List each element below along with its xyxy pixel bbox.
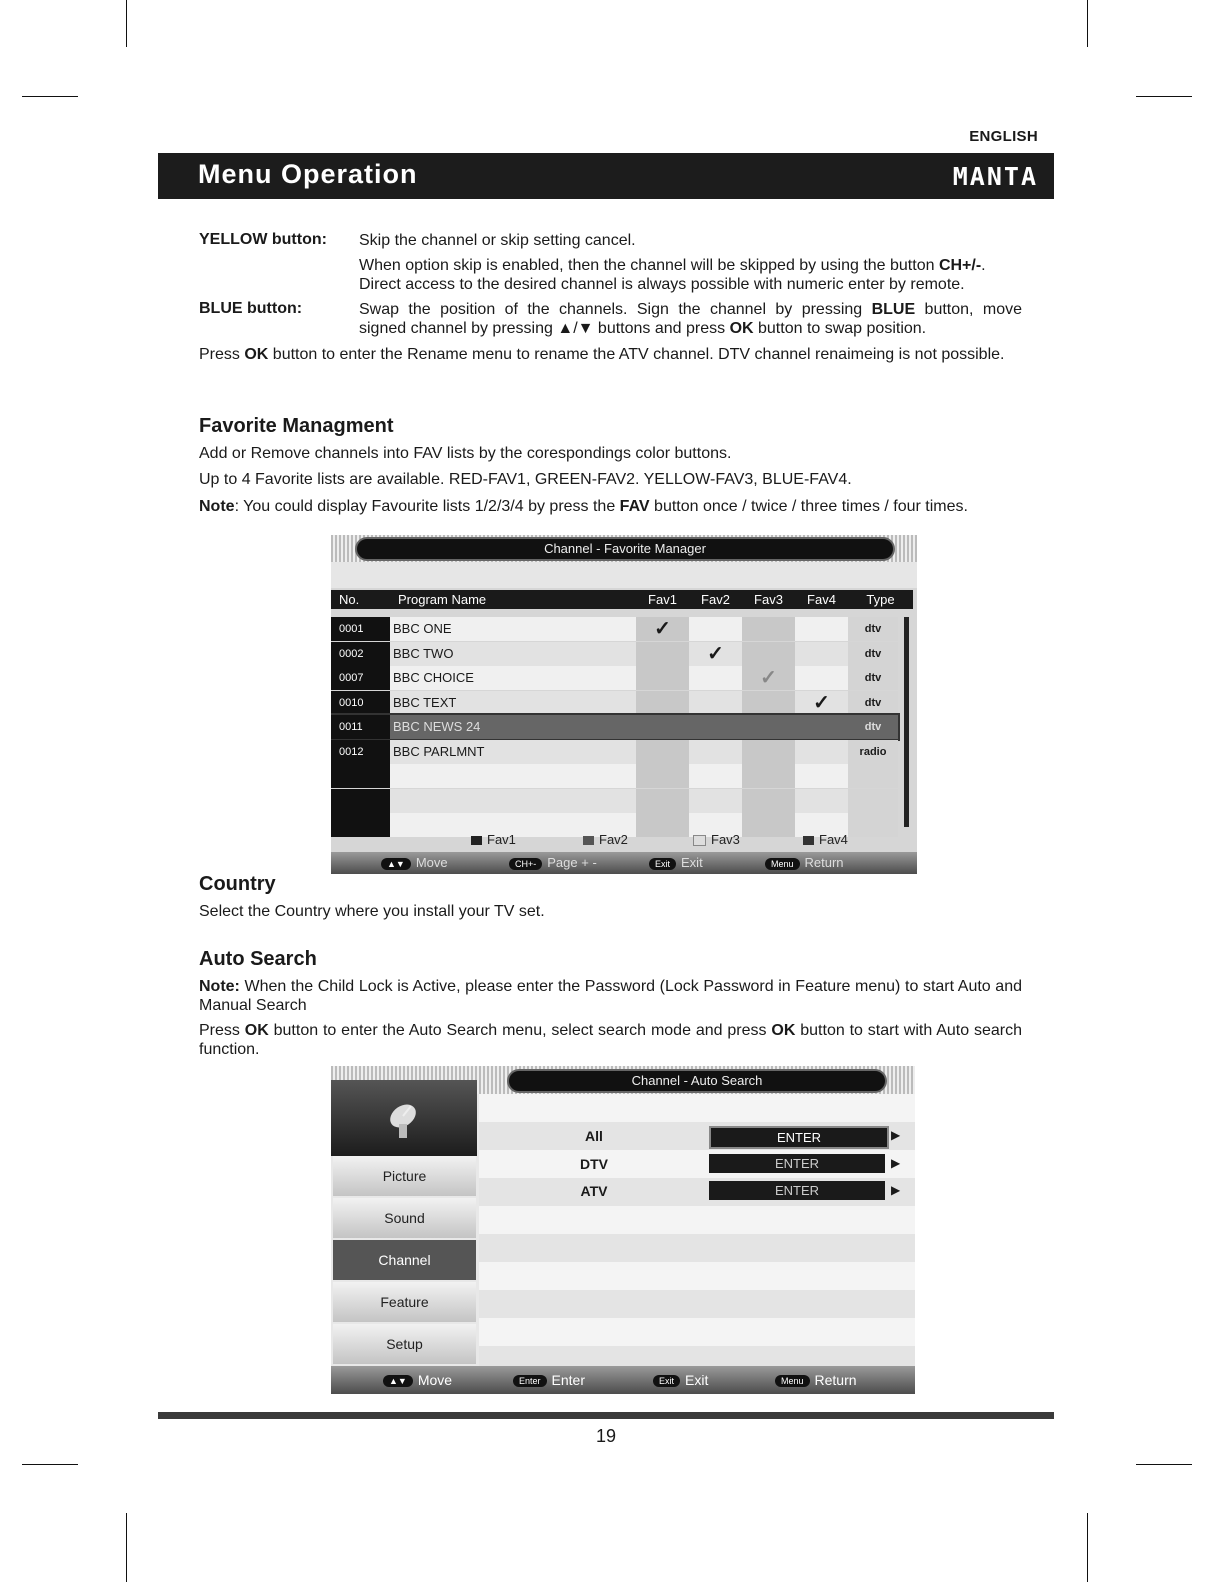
scrollbar[interactable] [904,617,909,827]
channel-number: 0012 [331,740,390,764]
fav-cell [795,642,848,666]
screen-title: Channel - Favorite Manager [355,537,895,561]
enter-button[interactable]: ENTER [709,1126,889,1149]
legend-fav1: Fav1 [471,832,516,847]
table-row[interactable] [331,715,898,739]
fav-cell [742,764,795,788]
channel-type [848,813,898,837]
hint-return: Menu Return [765,855,844,870]
col-fav2: Fav2 [689,590,742,609]
crop-mark [1136,1464,1192,1465]
brand-logo: MANTA [952,162,1038,191]
option-label: All [585,1128,603,1144]
fav-cell [636,764,689,788]
fav-cell [689,642,742,666]
auto-search-note: Note: When the Child Lock is Active, please enter the Password (Lock Password in Feature menu) to start Auto and Manual Search [199,978,1022,1014]
hint-exit: Exit Exit [649,855,703,870]
channel-type: radio [848,740,898,764]
hint-move: ▲▼ Move [381,855,448,870]
col-fav1: Fav1 [636,590,689,609]
menu-item-sound[interactable]: Sound [333,1198,476,1238]
program-name: BBC CHOICE [393,670,474,685]
crop-mark [22,96,78,97]
col-program-name: Program Name [390,590,636,609]
legend-fav3: Fav3 [693,832,740,847]
channel-number: 0007 [331,666,390,690]
favorite-manager-screen [331,535,917,874]
checkmark-icon: ✓ [760,667,777,689]
favorite-heading: Favorite Managment [199,415,394,437]
fav-cell [742,715,795,739]
channel-type: dtv [848,617,898,641]
fav-cell [636,617,689,641]
country-heading: Country [199,873,276,895]
program-name: BBC PARLMNT [393,743,485,759]
col-type: Type [848,590,913,609]
fav-cell [636,715,689,739]
table-row[interactable] [331,617,898,641]
checkmark-icon: ✓ [654,618,671,640]
fav-cell [689,764,742,788]
table-row[interactable] [331,789,898,813]
channel-number: 0011 [331,715,390,739]
arrow-right-icon: ▶ [891,1183,901,1197]
auto-search-heading: Auto Search [199,948,317,970]
table-row[interactable] [331,642,898,666]
menu-item-channel[interactable]: Channel [333,1240,476,1280]
channel-type: dtv [848,691,898,715]
fav-cell [636,691,689,715]
menu-header [331,1080,477,1156]
channel-number: 0010 [331,691,390,715]
fav-cell [689,789,742,813]
fav-cell [636,642,689,666]
table-row[interactable] [331,691,898,715]
channel-number: 0001 [331,617,390,641]
yellow-button-label: YELLOW button: [199,231,327,248]
program-name [390,789,636,813]
arrow-right-icon: ▶ [891,1128,901,1142]
blue-desc-1: Swap the position of the channels. Sign the channel by pressing BLUE button, move [359,301,1022,318]
search-option-row[interactable] [481,1177,915,1205]
fav-cell [795,691,848,715]
fav-cell [795,617,848,641]
channel-type: dtv [848,715,898,739]
hint-return: Menu Return [775,1372,857,1388]
checkmark-icon: ✓ [813,691,830,714]
fav-cell [742,789,795,813]
crop-mark [1087,0,1088,47]
legend-fav4: Fav4 [803,832,848,847]
satellite-dish-icon [381,1096,427,1142]
favorite-note: Note: You could display Favourite lists 1/2/3/4 by press the FAV button once / twice / three times / four times. [199,498,968,515]
fav-cell [795,666,848,690]
table-row[interactable] [331,764,898,788]
fav-cell [795,715,848,739]
hint-page: CH+- Page + - [509,855,597,870]
screen-title: Channel - Auto Search [507,1069,887,1093]
blue-button-label: BLUE button: [199,300,303,317]
auto-search-screen [331,1066,915,1394]
channel-number [331,789,390,813]
fav-cell [742,617,795,641]
footer-bar [331,852,917,874]
section-header [158,153,1054,199]
yellow-desc-2: When option skip is enabled, then the channel will be skipped by using the button CH+/-. [359,257,986,274]
fav-cell [742,691,795,715]
enter-button[interactable]: ENTER [709,1181,885,1200]
auto-search-paragraph: Press OK button to enter the Auto Search menu, select search mode and press OK button to start with Auto search function. [199,1022,1023,1058]
arrow-right-icon: ▶ [891,1155,901,1170]
search-option-row[interactable] [481,1150,915,1178]
enter-button[interactable]: ENTER [709,1154,885,1173]
menu-item-picture[interactable]: Picture [333,1156,476,1196]
option-label: ATV [580,1183,608,1199]
fav-cell [636,813,689,837]
fav-cell [795,740,848,764]
favorite-p1: Add or Remove channels into FAV lists by the corespondings color buttons. [199,445,732,462]
crop-mark [1136,96,1192,97]
fav-cell [742,740,795,764]
program-name: BBC TWO [393,645,454,661]
footer-rule [158,1412,1054,1419]
program-name: BBC NEWS 24 [393,719,481,734]
channel-type [848,764,898,788]
blue-desc-2: signed channel by pressing ▲/▼ buttons and press OK button to swap position. [359,320,927,337]
fav-cell [689,666,742,690]
fav-cell [689,691,742,715]
channel-number [331,813,390,837]
menu-item-feature[interactable]: Feature [333,1282,476,1322]
footer-bar [331,1366,915,1394]
crop-mark [22,1464,78,1465]
fav-cell [742,666,795,690]
language-label: ENGLISH [969,128,1038,145]
checkmark-icon: ✓ [707,642,724,665]
table-row[interactable] [331,666,898,690]
channel-type [848,789,898,813]
hint-enter: Enter Enter [513,1372,585,1388]
search-option-row[interactable] [481,1122,915,1150]
fav-cell [636,666,689,690]
page-title: Menu Operation [198,159,418,189]
fav-cell [742,642,795,666]
hint-move: ▲▼ Move [383,1372,452,1388]
fav-cell [689,617,742,641]
channel-number [331,764,390,788]
spacer [331,562,917,588]
yellow-desc-1: Skip the channel or skip setting cancel. [359,232,636,249]
crop-mark [1087,1513,1088,1582]
rename-paragraph: Press OK button to enter the Rename menu to rename the ATV channel. DTV channel renaimeing is not possible. [199,346,1005,363]
page-number: 19 [595,1426,617,1446]
yellow-desc-3: Direct access to the desired channel is always possible with numeric enter by remote. [359,276,965,293]
legend-fav2: Fav2 [583,832,628,847]
program-name [390,764,636,788]
fav-cell [795,764,848,788]
col-fav3: Fav3 [742,590,795,609]
channel-type: dtv [848,642,898,666]
col-no: No. [331,590,390,609]
favorite-p2: Up to 4 Favorite lists are available. RED-FAV1, GREEN-FAV2. YELLOW-FAV3, BLUE-FAV4. [199,471,852,488]
fav-cell [689,715,742,739]
crop-mark [126,1513,127,1582]
channel-type: dtv [848,666,898,690]
menu-item-setup[interactable]: Setup [333,1324,476,1364]
fav-cell [636,789,689,813]
crop-mark [126,0,127,47]
option-label: DTV [580,1155,608,1172]
hint-exit: Exit Exit [653,1372,708,1388]
fav-cell [636,740,689,764]
channel-number: 0002 [331,642,390,666]
fav-cell [689,740,742,764]
fav-cell [742,813,795,837]
country-text: Select the Country where you install your TV set. [199,903,545,920]
program-name: BBC ONE [393,621,452,636]
col-fav4: Fav4 [795,590,848,609]
table-row[interactable] [331,740,898,764]
program-name: BBC TEXT [393,694,457,710]
fav-cell [795,789,848,813]
